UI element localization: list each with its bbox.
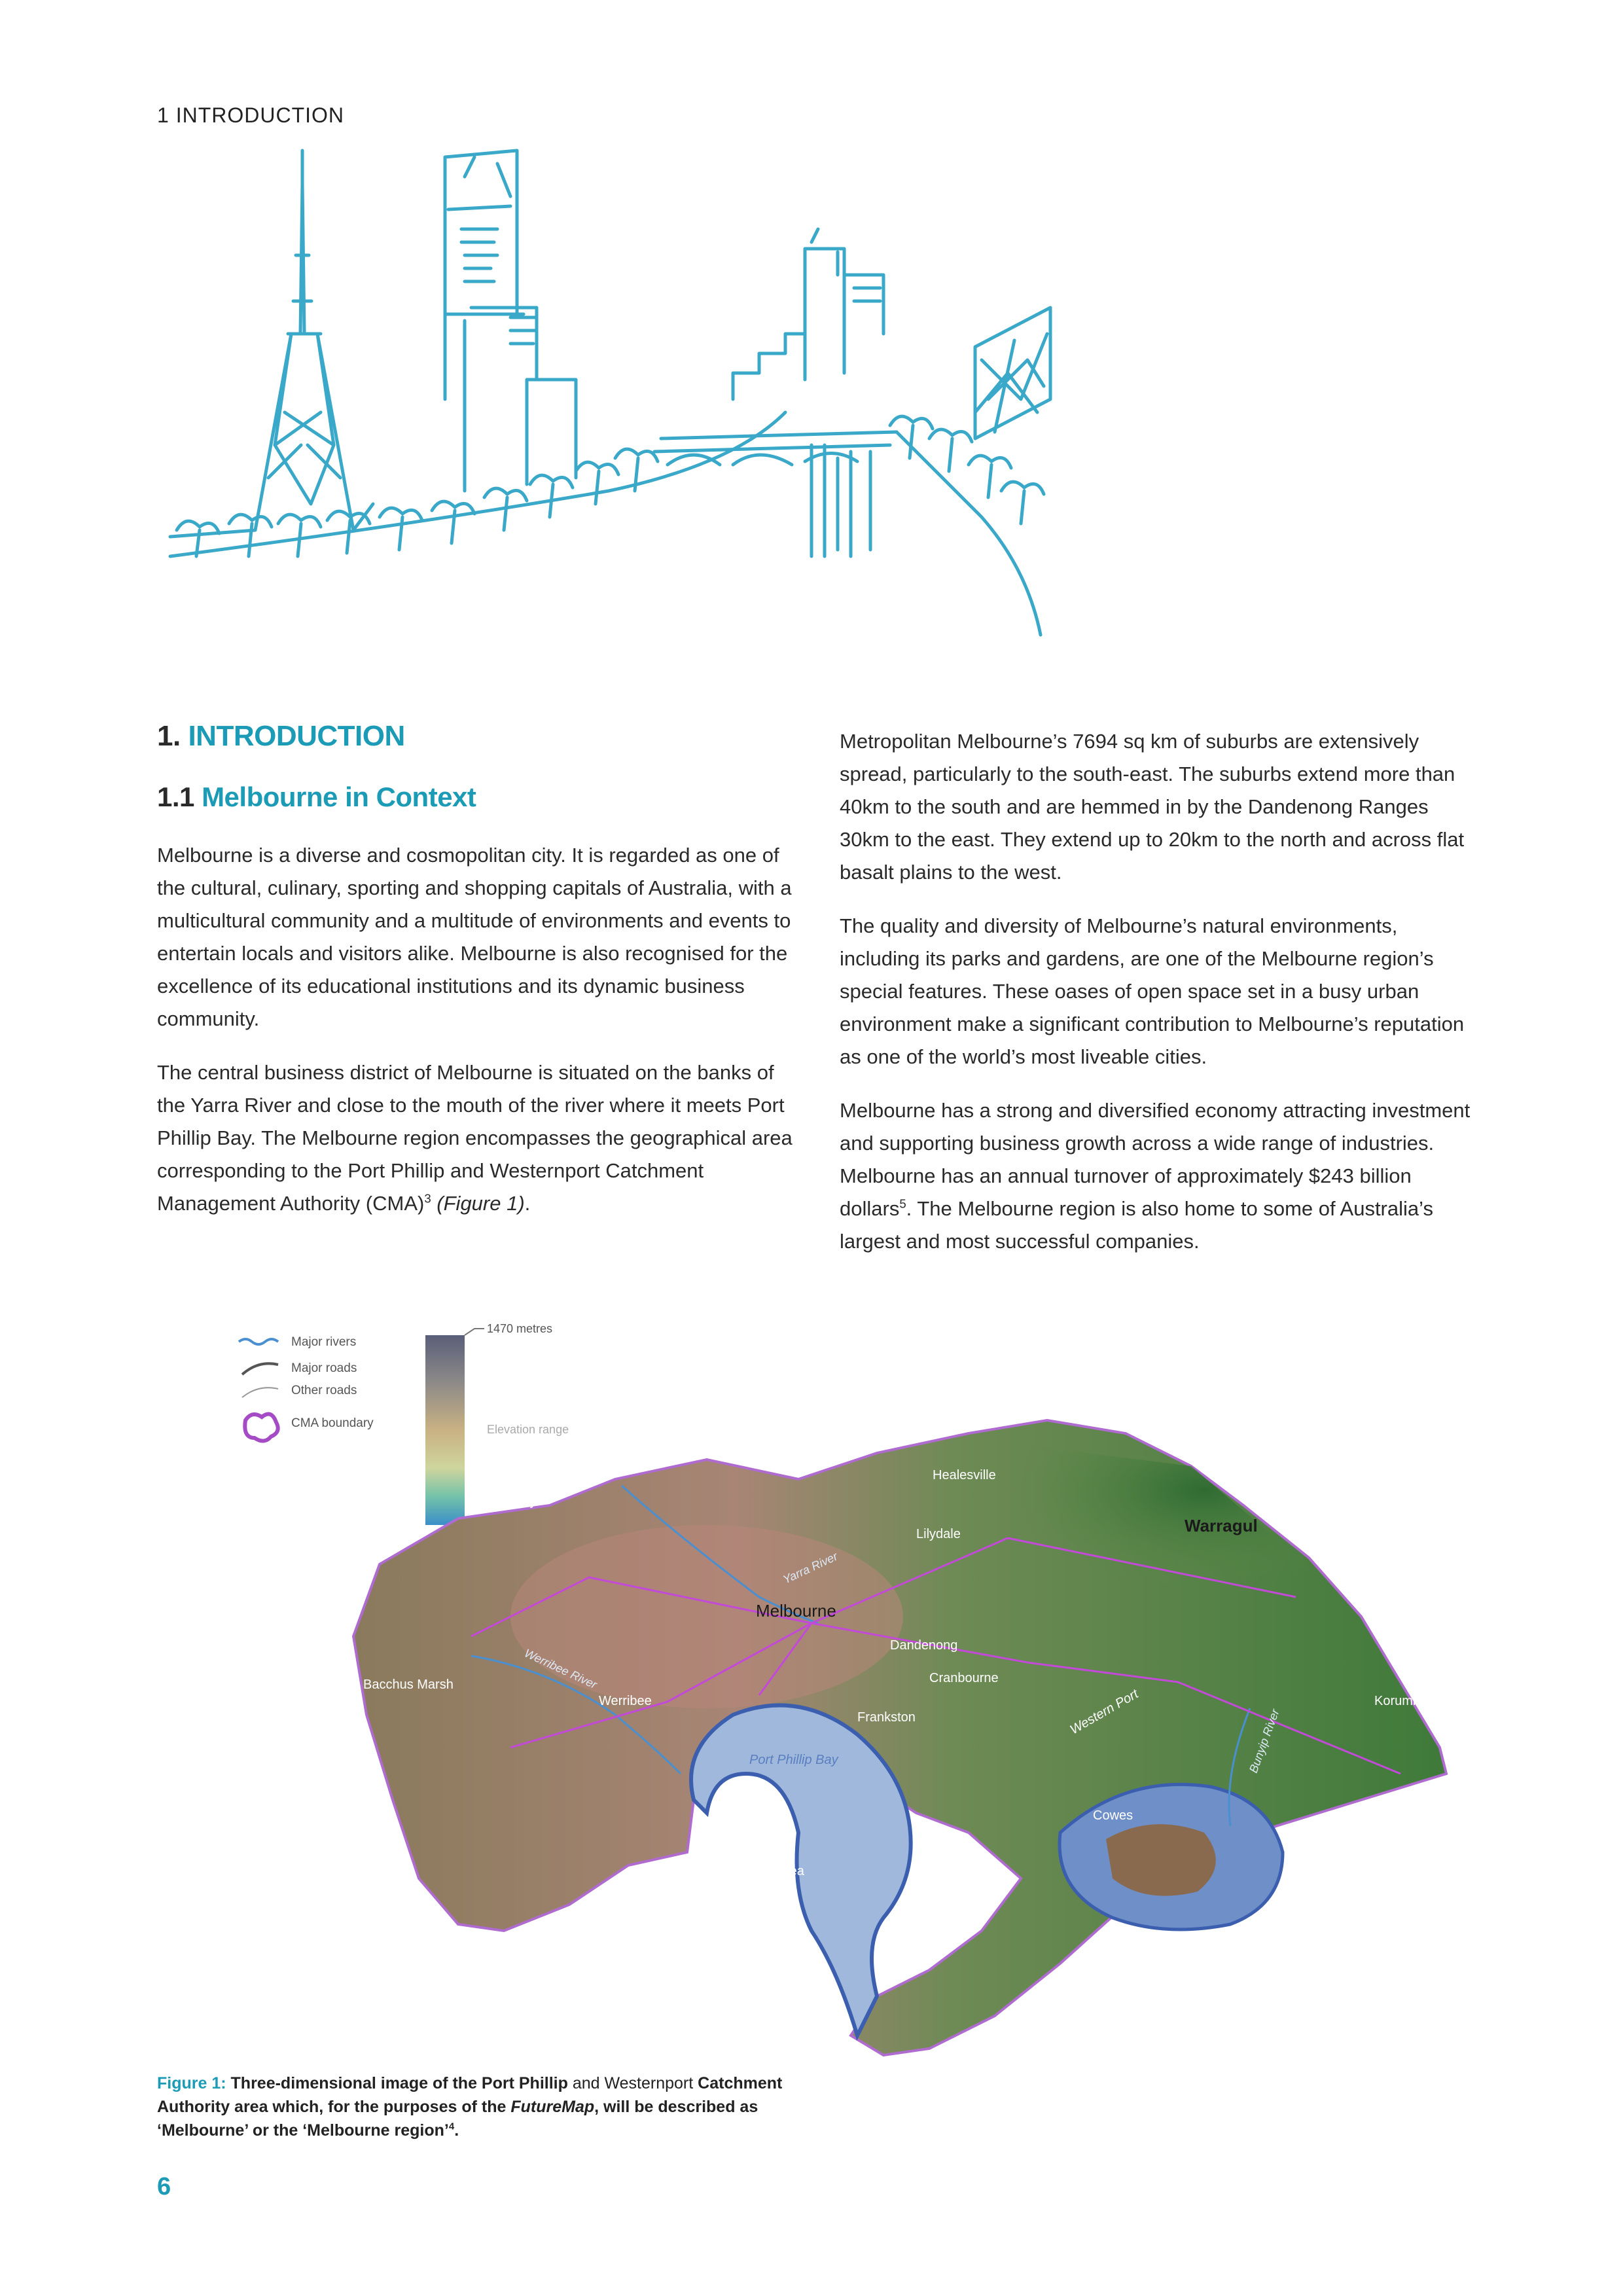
right-paragraph-3-end: . The Melbourne region is also home to some of Australia’s largest and most successful companies. xyxy=(840,1197,1433,1253)
figure-caption xyxy=(157,2072,785,2142)
caption-text-c: , will be described as ‘Melbourne’ or the ‘Melbourne region’ xyxy=(157,2098,758,2140)
major-roads-symbol xyxy=(242,1363,278,1374)
melbourne-skyline-sketch xyxy=(157,137,1060,661)
right-paragraph-2: The quality and diversity of Melbourne’s natural environments, including its parks and gardens, are one of the Melbourne region’s special features. These oases of open space set in a busy urban environment make a significant contribution to Melbourne’s reputation as one of the world’s most liveable cities. xyxy=(840,914,1465,1068)
land-mass xyxy=(353,1420,1446,2055)
legend-other-roads: Other roads xyxy=(291,1384,357,1397)
major-rivers-symbol xyxy=(239,1339,278,1344)
map-label-yarra-river: Yarra River xyxy=(781,1549,840,1587)
caption-text-a: Three-dimensional image of the Port Phillip xyxy=(230,2074,568,2092)
map-label-werribee-river: Werribee River xyxy=(522,1646,599,1692)
running-header: 1 INTRODUCTION xyxy=(157,103,344,127)
elevation-top-label: 1470 metres xyxy=(487,1322,553,1335)
map-label-korumburra: Korumburra xyxy=(1374,1694,1444,1708)
footnote-ref-4: 4 xyxy=(448,2121,455,2132)
subsection-heading xyxy=(157,781,798,813)
three-dimensional-region-map xyxy=(340,1407,1453,2062)
map-label-bunyip-river: Bunyip River xyxy=(1246,1707,1282,1775)
legend-major-roads: Major roads xyxy=(291,1361,357,1375)
footnote-ref-5: 5 xyxy=(899,1196,906,1211)
section-number: 1. xyxy=(157,720,181,752)
right-paragraph-3 xyxy=(840,1094,1474,1258)
map-label-cranbourne: Cranbourne xyxy=(929,1671,999,1685)
right-column xyxy=(840,725,1474,1279)
right-paragraph-3-text: Melbourne has a strong and diversified economy attracting investment and supporting business growth across a wide range of industries. Melbourne has an annual turnover of approximately $243 billion dollars xyxy=(840,1099,1471,1220)
left-paragraph-2-text: The central business district of Melbourne is situated on the banks of the Yarra River and close to the mouth of the river where it meets Port Phillip Bay. The Melbourne region encompasses the geographical area corresponding to the Port Phillip and Westernport Catchment Management Authority (CMA) xyxy=(157,1061,793,1215)
caption-futuremap: FutureMap xyxy=(510,2098,595,2116)
map-label-bacchus-marsh: Bacchus Marsh xyxy=(363,1677,454,1692)
cma-boundary-symbol xyxy=(245,1414,277,1441)
elevation-range-label: Elevation range xyxy=(487,1423,569,1436)
section-title: INTRODUCTION xyxy=(188,720,405,752)
footnote-ref-3: 3 xyxy=(424,1191,431,1206)
map-label-dandenong: Dandenong xyxy=(890,1638,958,1653)
section-heading xyxy=(157,720,798,753)
map-label-frankston: Frankston xyxy=(857,1710,916,1725)
left-paragraph-1: Melbourne is a diverse and cosmopolitan city. It is regarded as one of the cultural, culinary, sporting and shopping capitals of Australia, with a multicultural community and a multitude of environments and events to entertain locals and visitors alike. Melbourne is also recognised for the excellence of its educational institutions and its dynamic business community. xyxy=(157,844,792,1030)
subsection-number: 1.1 xyxy=(157,781,194,812)
map-label-lilydale: Lilydale xyxy=(916,1527,961,1541)
left-column xyxy=(157,720,798,1241)
map-label-warragul: Warragul xyxy=(1185,1516,1258,1535)
map-label-cowes: Cowes xyxy=(1093,1808,1133,1823)
right-paragraph-1: Metropolitan Melbourne’s 7694 sq km of suburbs are extensively spread, particularly to the south-east. The suburbs extend more than 40km to the south and are hemmed in by the Dandenong Ranges 30km to the east. They extend up to 20km to the north and across flat basalt plains to the west. xyxy=(840,730,1465,884)
french-island xyxy=(1106,1824,1216,1896)
map-label-port-phillip-bay: Port Phillip Bay xyxy=(749,1753,838,1767)
figure-label: Figure 1 xyxy=(157,2074,221,2092)
legend-cma-boundary: CMA boundary xyxy=(291,1416,374,1430)
figure-colon: : xyxy=(221,2074,231,2092)
left-paragraph-2-end: . xyxy=(524,1192,531,1215)
map-label-portsea: Portsea xyxy=(759,1864,804,1878)
caption-end: . xyxy=(454,2121,459,2140)
map-label-sunbury: Sunbury xyxy=(488,1494,537,1509)
map-label-western-port: Western Port xyxy=(1067,1687,1141,1738)
map-label-melbourne: Melbourne xyxy=(756,1601,836,1621)
page-number: 6 xyxy=(157,2173,171,2200)
other-roads-symbol xyxy=(242,1388,278,1397)
figure-reference: (Figure 1) xyxy=(437,1192,525,1215)
caption-text-b: Catchment Authority area which, for the purposes of the xyxy=(157,2074,783,2116)
left-paragraph-2 xyxy=(157,1056,798,1220)
map-label-werribee: Werribee xyxy=(599,1694,652,1708)
legend-major-rivers: Major rivers xyxy=(291,1335,357,1349)
caption-text-and: and xyxy=(567,2074,605,2092)
subsection-title: Melbourne in Context xyxy=(202,781,476,812)
map-label-healesville: Healesville xyxy=(933,1468,996,1482)
caption-text-westernport: Westernport xyxy=(604,2074,694,2092)
